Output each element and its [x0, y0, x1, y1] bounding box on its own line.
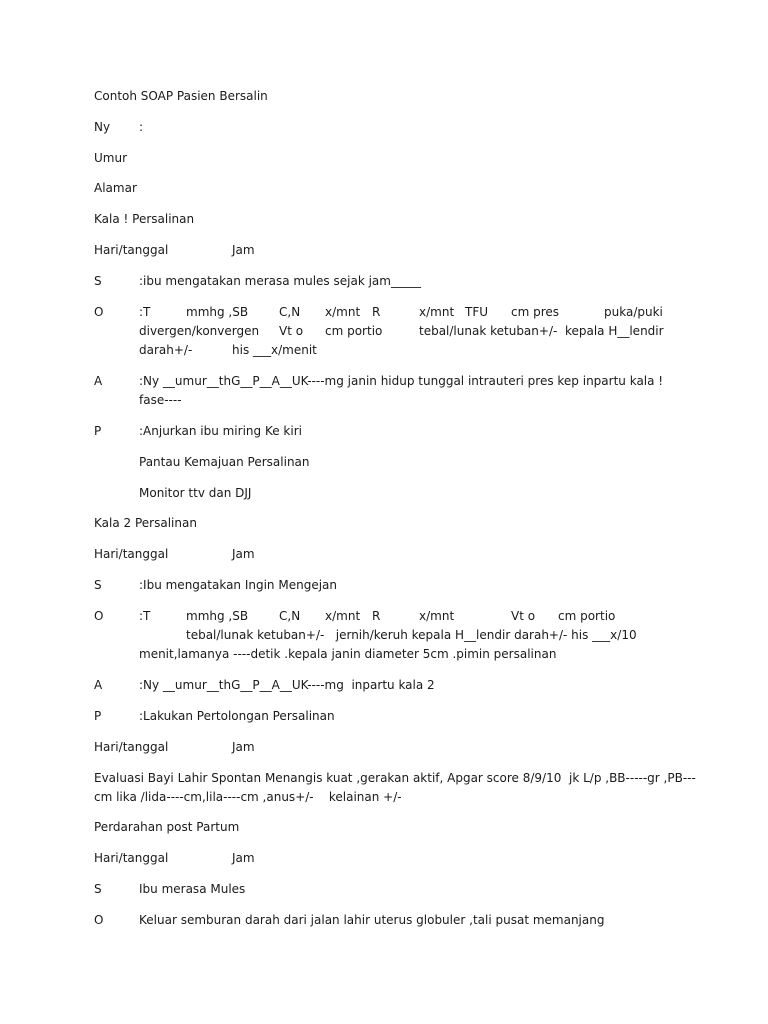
- kala1-hari-label: Hari/tanggal: [94, 243, 169, 257]
- kala1-s-text: :ibu mengatakan merasa mules sejak jam_____: [139, 274, 421, 288]
- kala1-o-tebal: tebal/lunak ketuban+/- kepala H__lendir: [419, 324, 664, 338]
- ny-separator: :: [139, 120, 144, 134]
- kala1-o-xmnt1: x/mnt: [325, 305, 361, 319]
- kala1-o-cmportio: cm portio: [325, 324, 383, 338]
- kala1-o-tfu: TFU: [465, 305, 489, 319]
- kala1-jam-label: Jam: [232, 243, 255, 257]
- kala2-o-cn: C,N: [279, 609, 301, 623]
- postpartum-s-label: S: [94, 882, 102, 896]
- postpartum-jam-label: Jam: [232, 851, 255, 865]
- kala1-p-line2: Pantau Kemajuan Persalinan: [139, 455, 310, 469]
- umur-label: Umur: [94, 151, 128, 165]
- kala1-o-cmpres: cm pres: [511, 305, 560, 319]
- kala2-hari-label: Hari/tanggal: [94, 547, 169, 561]
- kala1-o-puka: puka/puki: [604, 305, 663, 319]
- kala2-o-line3: menit,lamanya ----detik .kepala janin diameter 5cm .pimin persalinan: [139, 647, 557, 661]
- evaluasi-line2: cm lika /lida----cm,lila----cm ,anus+/- kelainan +/-: [94, 790, 402, 804]
- evaluasi-line1: Evaluasi Bayi Lahir Spontan Menangis kuat ,gerakan aktif, Apgar score 8/9/10 jk L/p ,BB-----gr ,PB---: [94, 771, 696, 785]
- kala1-o-darah: darah+/-: [139, 343, 193, 357]
- kala2-o-vto: Vt o: [511, 609, 536, 623]
- alamat-label: Alamar: [94, 181, 137, 195]
- kala2-s-text: :Ibu mengatakan Ingin Mengejan: [139, 578, 337, 592]
- kala1-o-vto: Vt o: [279, 324, 304, 338]
- kala2-o-r: R: [372, 609, 381, 623]
- kala2-o-t: :T: [139, 609, 151, 623]
- postpartum-o-label: O: [94, 913, 104, 927]
- kala2-o-xmnt2: x/mnt: [419, 609, 455, 623]
- kala1-p-label: P: [94, 424, 102, 438]
- postpartum-s-text: Ibu merasa Mules: [139, 882, 246, 896]
- kala1-p-line3: Monitor ttv dan DJJ: [139, 486, 252, 500]
- postpartum-hari-label: Hari/tanggal: [94, 851, 169, 865]
- kala2-heading: Kala 2 Persalinan: [94, 516, 197, 530]
- kala1-o-divergen: divergen/konvergen: [139, 324, 260, 338]
- postpartum-o-text: Keluar semburan darah dari jalan lahir uterus globuler ,tali pusat memanjang: [139, 913, 605, 927]
- kala1-s-label: S: [94, 274, 102, 288]
- kala1-o-xmnt2: x/mnt: [419, 305, 455, 319]
- kala2-a-label: A: [94, 678, 103, 692]
- kala1-o-t: :T: [139, 305, 151, 319]
- kala2-o-label: O: [94, 609, 104, 623]
- ny-label: Ny: [94, 120, 111, 134]
- kala1-o-his: his ___x/menit: [232, 343, 317, 357]
- kala1-o-mmhg: mmhg ,SB: [186, 305, 249, 319]
- document-title: Contoh SOAP Pasien Bersalin: [94, 89, 268, 103]
- kala1-a-line1: :Ny __umur__thG__P__A__UK----mg janin hidup tunggal intrauteri pres kep inpartu kala !: [139, 374, 664, 388]
- postpartum-heading: Perdarahan post Partum: [94, 820, 240, 834]
- kala2-s-label: S: [94, 578, 102, 592]
- kala1-a-label: A: [94, 374, 103, 388]
- kala1-heading: Kala ! Persalinan: [94, 212, 195, 226]
- kala2-a-text: :Ny __umur__thG__P__A__UK----mg inpartu kala 2: [139, 678, 435, 692]
- kala2-o-cmportio: cm portio: [558, 609, 616, 623]
- kala1-o-cn: C,N: [279, 305, 301, 319]
- kala2-jam-label: Jam: [232, 547, 255, 561]
- kala2-jam2-label: Jam: [232, 740, 255, 754]
- kala1-o-r: R: [372, 305, 381, 319]
- kala1-a-line2: fase----: [139, 393, 182, 407]
- kala2-p-label: P: [94, 709, 102, 723]
- kala2-o-xmnt1: x/mnt: [325, 609, 361, 623]
- kala1-o-label: O: [94, 305, 104, 319]
- kala2-o-line2: tebal/lunak ketuban+/- jernih/keruh kepala H__lendir darah+/- his ___x/10: [186, 628, 637, 642]
- kala2-o-mmhg: mmhg ,SB: [186, 609, 249, 623]
- kala2-p-text: :Lakukan Pertolongan Persalinan: [139, 709, 335, 723]
- kala1-p-line1: :Anjurkan ibu miring Ke kiri: [139, 424, 302, 438]
- kala2-hari2-label: Hari/tanggal: [94, 740, 169, 754]
